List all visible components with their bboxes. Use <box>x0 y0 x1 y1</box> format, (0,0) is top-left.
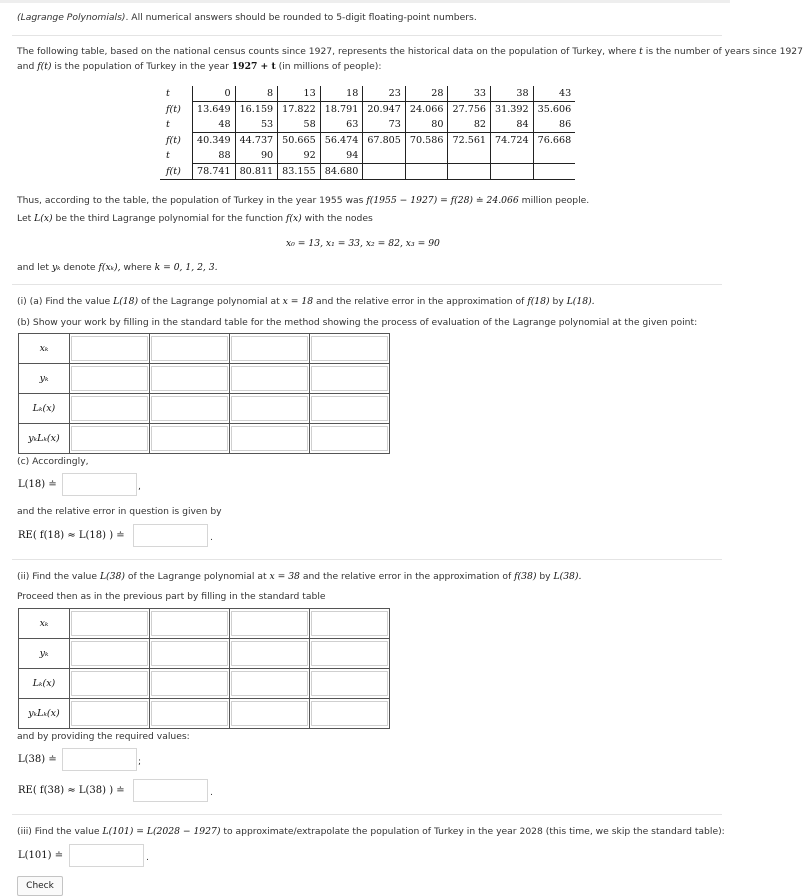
table1-x2-input[interactable] <box>231 336 308 361</box>
census-t-cell: 58 <box>278 117 321 133</box>
table2-yl0-input[interactable] <box>71 701 148 726</box>
table2-y3-input[interactable] <box>311 641 388 666</box>
census-f-cell: 70.586 <box>405 133 448 149</box>
census-f-cell: 24.066 <box>405 102 448 118</box>
part1-question: (i) (a) Find the value L(18) of the Lagrange polynomial at x = 18 and the relative error in the approximation of f(18) by L(18). <box>17 296 595 307</box>
census-f-cell: 13.649 <box>193 102 236 118</box>
part1-c-text: (c) Accordingly, <box>17 456 89 467</box>
part2-question: (ii) Find the value L(38) of the Lagrange polynomial at x = 38 and the relative error in the approximation of f(38) by L(38). <box>17 571 582 582</box>
table1-yl0-input[interactable] <box>71 426 148 451</box>
census-t-cell <box>448 148 491 164</box>
census-t-cell: 86 <box>533 117 575 133</box>
table1-x1-input[interactable] <box>151 336 228 361</box>
l38-input[interactable] <box>62 748 137 771</box>
xk-label: xₖ <box>19 609 70 639</box>
table2-l0-input[interactable] <box>71 671 148 696</box>
separator: , <box>138 481 141 492</box>
census-t-cell: 28 <box>405 86 448 102</box>
census-row-label: f(t) <box>166 134 181 146</box>
census-f-cell: 16.159 <box>235 102 278 118</box>
l18-input[interactable] <box>62 473 137 496</box>
yklk-label: yₖLₖ(x) <box>19 424 70 454</box>
census-t-cell: 0 <box>193 86 236 102</box>
l18-label: L(18) ≐ <box>18 479 57 490</box>
census-f-cell: 78.741 <box>193 164 236 180</box>
check-button[interactable]: Check <box>17 876 63 896</box>
census-f-cell: 50.665 <box>278 133 321 149</box>
table1-y2-input[interactable] <box>231 366 308 391</box>
table-row <box>19 699 390 729</box>
table2-y2-input[interactable] <box>231 641 308 666</box>
census-t-cell: 23 <box>363 86 406 102</box>
separator: ; <box>138 756 142 767</box>
census-t-cell: 84 <box>491 117 534 133</box>
table1-yl1-input[interactable] <box>151 426 228 451</box>
census-f-row <box>160 164 575 180</box>
census-f-cell: 18.791 <box>320 102 363 118</box>
intro-text: . All numerical answers should be rounded to 5-digit floating-point numbers. <box>125 12 477 23</box>
nodes-formula: x₀ = 13, x₁ = 33, x₂ = 82, x₃ = 90 <box>286 238 440 249</box>
census-t-cell: 92 <box>278 148 321 164</box>
let-line: Let L(x) be the third Lagrange polynomial for the function f(x) with the nodes <box>17 213 373 224</box>
census-t-cell <box>533 148 575 164</box>
census-f-cell <box>491 164 534 180</box>
xk-label: xₖ <box>19 334 70 364</box>
census-t-cell: 38 <box>491 86 534 102</box>
census-f-cell: 76.668 <box>533 133 575 149</box>
description-line-1: The following table, based on the national census counts since 1927, represents the historical data on the population of Turkey, where t is the number of years since 1927 <box>17 46 803 57</box>
census-t-cell: 82 <box>448 117 491 133</box>
census-f-cell: 20.947 <box>363 102 406 118</box>
intro-label: (Lagrange Polynomials) <box>17 12 126 23</box>
table2-l2-input[interactable] <box>231 671 308 696</box>
table-row <box>19 394 390 424</box>
census-t-cell: 53 <box>235 117 278 133</box>
census-f-cell: 84.680 <box>320 164 363 180</box>
table2-l1-input[interactable] <box>151 671 228 696</box>
census-f-cell: 72.561 <box>448 133 491 149</box>
census-f-cell <box>533 164 575 180</box>
table-row <box>19 639 390 669</box>
census-f-cell: 67.805 <box>363 133 406 149</box>
table1-y3-input[interactable] <box>311 366 388 391</box>
table-row <box>19 609 390 639</box>
census-t-cell: 94 <box>320 148 363 164</box>
census-table <box>160 86 575 180</box>
census-row-label: t <box>166 88 170 100</box>
separator: . <box>210 787 213 798</box>
divider <box>12 814 722 815</box>
table1-x0-input[interactable] <box>71 336 148 361</box>
table1-l0-input[interactable] <box>71 396 148 421</box>
table1-l2-input[interactable] <box>231 396 308 421</box>
census-f-cell <box>363 164 406 180</box>
census-f-row <box>160 102 575 118</box>
census-f-cell: 83.155 <box>278 164 321 180</box>
census-f-cell: 40.349 <box>193 133 236 149</box>
census-t-cell: 63 <box>320 117 363 133</box>
census-t-cell: 8 <box>235 86 278 102</box>
census-t-cell: 43 <box>533 86 575 102</box>
census-f-cell: 74.724 <box>491 133 534 149</box>
census-f-cell: 17.822 <box>278 102 321 118</box>
census-t-row <box>160 117 575 133</box>
census-t-cell: 80 <box>405 117 448 133</box>
table2-yl2-input[interactable] <box>231 701 308 726</box>
table1-y0-input[interactable] <box>71 366 148 391</box>
census-t-cell: 33 <box>448 86 491 102</box>
census-f-cell: 31.392 <box>491 102 534 118</box>
table-row <box>19 364 390 394</box>
l101-label: L(101) ≐ <box>18 850 64 861</box>
census-row-label: f(t) <box>166 103 181 115</box>
table1-yl3-input[interactable] <box>311 426 388 451</box>
lk-label: Lₖ(x) <box>19 394 70 424</box>
table1-x3-input[interactable] <box>311 336 388 361</box>
census-t-row <box>160 86 575 102</box>
divider <box>12 559 722 560</box>
thus-line: Thus, according to the table, the population of Turkey in the year 1955 was f(1955 − 1927) = f(28) ≐ 24.066 million people. <box>17 195 590 206</box>
census-row-label: f(t) <box>160 164 193 180</box>
divider <box>12 284 722 285</box>
census-t-cell: 90 <box>235 148 278 164</box>
table1-l3-input[interactable] <box>311 396 388 421</box>
top-border <box>0 0 730 3</box>
census-t-row <box>160 148 575 164</box>
table-row <box>19 669 390 699</box>
table2-y0-input[interactable] <box>71 641 148 666</box>
divider <box>12 35 722 36</box>
l38-label: L(38) ≐ <box>18 754 57 765</box>
part2-proceed-text: Proceed then as in the previous part by filling in the standard table <box>17 591 326 602</box>
census-f-cell: 27.756 <box>448 102 491 118</box>
census-t-cell: 88 <box>193 148 236 164</box>
census-f-cell: 80.811 <box>235 164 278 180</box>
census-f-cell: 56.474 <box>320 133 363 149</box>
census-f-cell: 35.606 <box>533 102 575 118</box>
table2-yl3-input[interactable] <box>311 701 388 726</box>
separator: . <box>146 852 149 863</box>
census-row-label: t <box>166 119 170 131</box>
lk-label: Lₖ(x) <box>19 669 70 699</box>
census-t-cell: 18 <box>320 86 363 102</box>
table2-y1-input[interactable] <box>151 641 228 666</box>
table2-x0-input[interactable] <box>71 611 148 636</box>
re38-input[interactable] <box>133 779 208 802</box>
part2-providing-text: and by providing the required values: <box>17 731 190 742</box>
table1-yl2-input[interactable] <box>231 426 308 451</box>
census-f-cell: 44.737 <box>235 133 278 149</box>
re18-input[interactable] <box>133 524 208 547</box>
intro-line <box>17 12 477 23</box>
lagrange-table-1 <box>18 333 390 454</box>
census-t-cell: 48 <box>193 117 236 133</box>
part1-b-text: (b) Show your work by filling in the standard table for the method showing the process of evaluation of the Lagrange polynomial at the given point: <box>17 317 698 328</box>
census-t-cell <box>491 148 534 164</box>
part3-question: (iii) Find the value L(101) = L(2028 − 1927) to approximate/extrapolate the population of Turkey in the year 2028 (this time, we skip the standard table): <box>17 826 725 837</box>
table1-y1-input[interactable] <box>151 366 228 391</box>
census-row-label: t <box>166 150 170 162</box>
re38-label: RE( f(38) ≈ L(38) ) ≐ <box>18 785 125 796</box>
table2-l3-input[interactable] <box>311 671 388 696</box>
census-t-cell: 73 <box>363 117 406 133</box>
separator: . <box>210 532 213 543</box>
yk-label: yₖ <box>19 639 70 669</box>
re18-label: RE( f(18) ≈ L(18) ) ≐ <box>18 530 125 541</box>
table-row <box>19 334 390 364</box>
table1-l1-input[interactable] <box>151 396 228 421</box>
yklk-label: yₖLₖ(x) <box>19 699 70 729</box>
description-line-2: and f(t) is the population of Turkey in the year 1927 + t (in millions of people): <box>17 61 382 72</box>
table2-yl1-input[interactable] <box>151 701 228 726</box>
table2-x2-input[interactable] <box>231 611 308 636</box>
l101-input[interactable] <box>69 844 144 867</box>
table2-x1-input[interactable] <box>151 611 228 636</box>
census-t-cell: 13 <box>278 86 321 102</box>
lagrange-table-2 <box>18 608 390 729</box>
let-yk-line: and let yₖ denote f(xₖ), where k = 0, 1, 2, 3. <box>17 262 218 273</box>
rel-error-text: and the relative error in question is given by <box>17 506 222 517</box>
census-f-cell <box>405 164 448 180</box>
census-f-cell <box>448 164 491 180</box>
census-t-cell <box>363 148 406 164</box>
census-f-row <box>160 133 575 149</box>
census-t-cell <box>405 148 448 164</box>
yk-label: yₖ <box>19 364 70 394</box>
table-row <box>19 424 390 454</box>
table2-x3-input[interactable] <box>311 611 388 636</box>
